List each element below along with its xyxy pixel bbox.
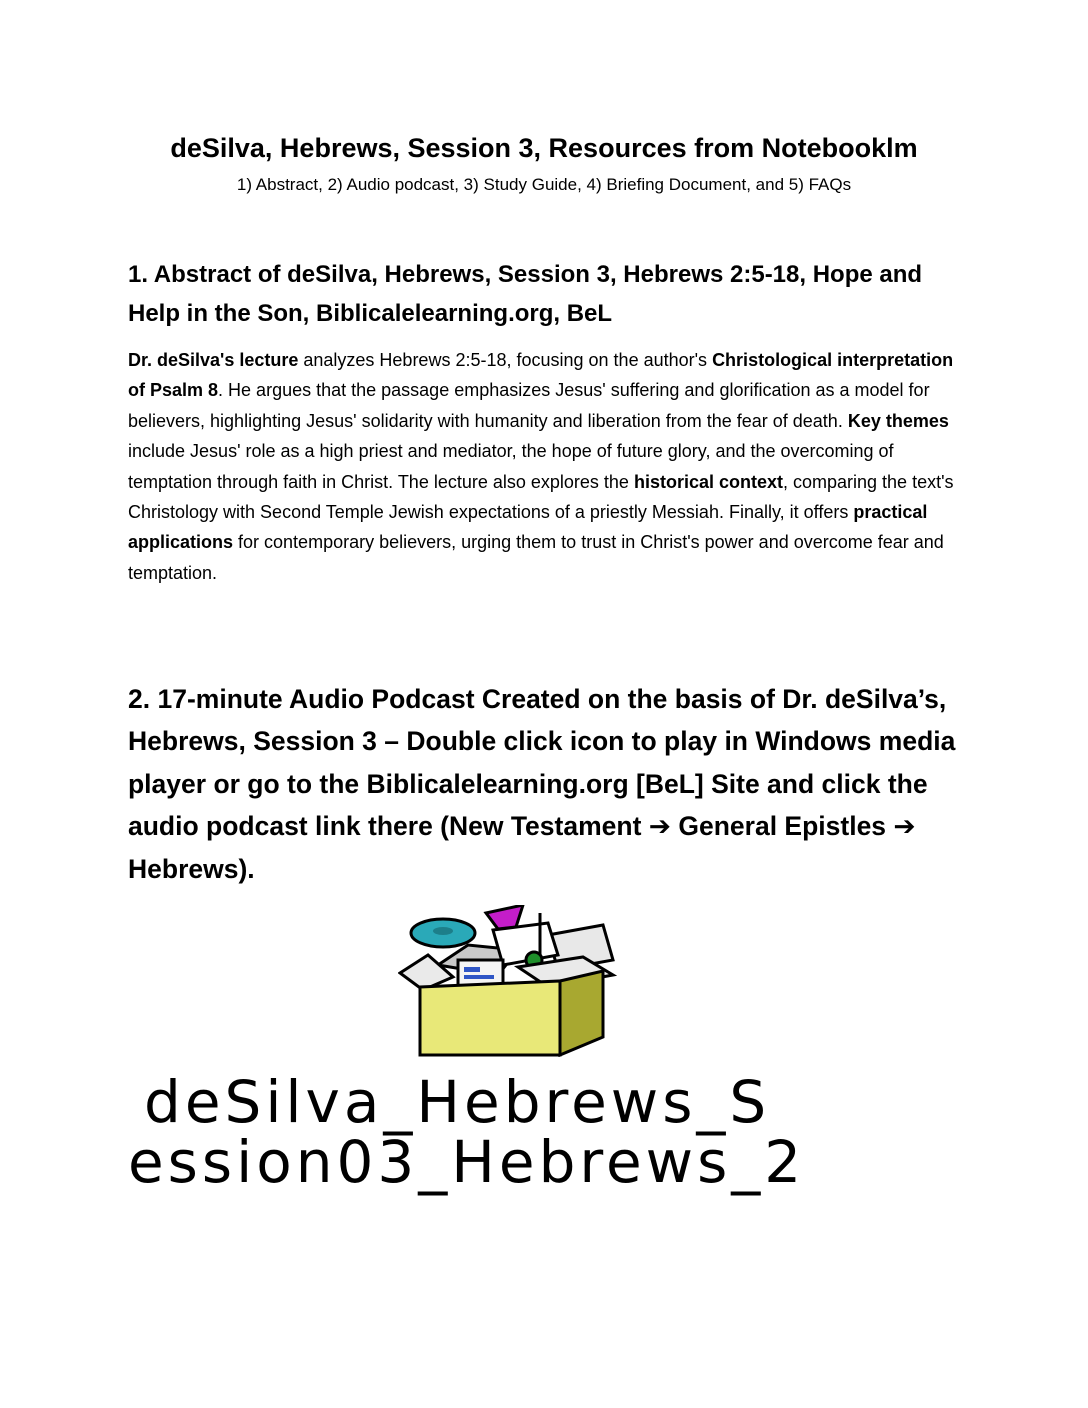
- section2-heading-text: 2. 17-minute Audio Podcast Created on the basis of Dr. deSilva’s, Hebrews, Session 3 – Double click icon to play in Windows media player or go to the Biblicalelearning.org [BeL] Site and click the audio podcast link there (New Testament: [128, 684, 956, 842]
- document-title: deSilva, Hebrews, Session 3, Resources from Notebooklm: [170, 133, 918, 163]
- right-arrow-icon: ➔: [893, 811, 916, 842]
- section2-heading: [128, 678, 978, 890]
- section2-heading-text: General Epistles: [671, 811, 894, 842]
- audio-file-label[interactable]: [128, 1072, 893, 1197]
- abstract-text: include Jesus' role as a high priest and mediator, the hope of future glory, and the overcoming of temptation through faith in Christ. The lecture also explores the: [128, 441, 894, 492]
- abstract-bold-text: Dr. deSilva's lecture: [128, 350, 299, 370]
- file-label-line: deSilva_Hebrews_S: [144, 1072, 771, 1136]
- abstract-bold-text: Christological interpretation of Psalm 8: [128, 350, 954, 401]
- abstract-bold-text: Key themes: [847, 410, 949, 431]
- package-icon[interactable]: [398, 905, 628, 1057]
- section1-heading: 1. Abstract of deSilva, Hebrews, Session 3, Hebrews 2:5-18, Hope and Help in the Son, Biblicalelearning.org, BeL: [128, 261, 923, 327]
- document-subtitle: 1) Abstract, 2) Audio podcast, 3) Study Guide, 4) Briefing Document, and 5) FAQs: [236, 175, 852, 194]
- abstract-text: analyzes Hebrews 2:5-18, focusing on the author's: [298, 350, 713, 370]
- right-arrow-icon: ➔: [648, 811, 671, 842]
- abstract-bold-text: historical context: [633, 471, 783, 492]
- abstract-bold-text: practical applications: [128, 502, 928, 553]
- file-label-line: ession03_Hebrews_2: [128, 1128, 806, 1196]
- abstract-text: . He argues that the passage emphasizes Jesus' suffering and glorification as a model for believers, highlighting Jesus' solidarity with humanity and liberation from the fear of death.: [128, 380, 930, 431]
- abstract-paragraph: [128, 345, 968, 588]
- abstract-text: for contemporary believers, urging them to trust in Christ's power and overcome fear and temptation.: [128, 532, 944, 583]
- abstract-text: , comparing the text's Christology with Second Temple Jewish expectations of a priestly Messiah. Finally, it offers: [128, 471, 954, 523]
- section2-heading-text: Hebrews).: [128, 853, 255, 884]
